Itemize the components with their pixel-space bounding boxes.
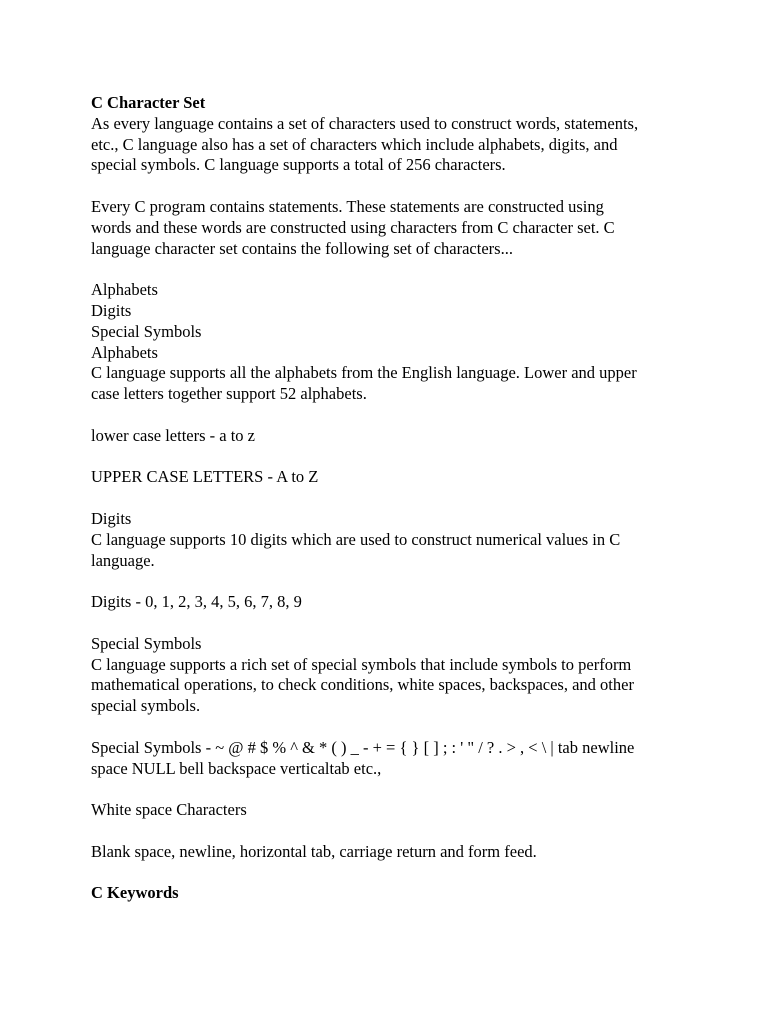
list-item: Alphabets: [91, 280, 158, 300]
spacer: [91, 779, 691, 800]
text-line: language.: [91, 550, 155, 570]
spacer: [91, 405, 691, 426]
whitespace-heading: White space Characters: [91, 800, 247, 820]
list-item: Digits: [91, 300, 132, 320]
text-line: special symbols.: [91, 696, 201, 716]
keywords-heading: C Keywords: [91, 883, 179, 903]
text-line: Every C program contains statements. These statements are constructed using: [91, 196, 604, 216]
special-symbols-paragraph: [91, 655, 691, 717]
text-line: Special Symbols - ~ @ # $ % ^ & * ( ) _ - + = { } [ ] ; : ' " / ? . > , < \ | tab newline: [91, 737, 635, 757]
text-line: case letters together support 52 alphabets.: [91, 384, 367, 404]
intro-paragraph: [91, 114, 691, 176]
special-symbols-list: [91, 738, 691, 780]
text-line: C language supports a rich set of special symbols that include symbols to perform: [91, 654, 632, 674]
section-title: C Character Set: [91, 93, 206, 112]
character-set-list: [91, 280, 691, 342]
lowercase-line: lower case letters - a to z: [91, 425, 256, 445]
spacer: [91, 862, 691, 883]
alphabets-paragraph: [91, 363, 691, 405]
document-page: [91, 93, 691, 904]
spacer: [91, 447, 691, 468]
text-line: special symbols. C language supports a total of 256 characters.: [91, 155, 506, 175]
spacer: [91, 821, 691, 842]
alphabets-heading: Alphabets: [91, 342, 158, 362]
text-line: space NULL bell backspace verticaltab etc.,: [91, 758, 382, 778]
text-line: language character set contains the following set of characters...: [91, 238, 513, 258]
text-line: As every language contains a set of characters used to construct words, statements,: [91, 113, 639, 133]
text-line: etc., C language also has a set of characters which include alphabets, digits, and: [91, 134, 618, 154]
list-item: Special Symbols: [91, 321, 202, 341]
text-line: mathematical operations, to check conditions, white spaces, backspaces, and other: [91, 675, 634, 695]
digits-paragraph: [91, 530, 691, 572]
digits-list-line: Digits - 0, 1, 2, 3, 4, 5, 6, 7, 8, 9: [91, 592, 302, 612]
spacer: [91, 613, 691, 634]
whitespace-list-line: Blank space, newline, horizontal tab, carriage return and form feed.: [91, 841, 537, 861]
spacer: [91, 717, 691, 738]
spacer: [91, 571, 691, 592]
text-line: C language supports 10 digits which are used to construct numerical values in C: [91, 529, 621, 549]
uppercase-line: UPPER CASE LETTERS - A to Z: [91, 467, 319, 487]
spacer: [91, 259, 691, 280]
statements-paragraph: [91, 197, 691, 259]
spacer: [91, 176, 691, 197]
digits-heading: Digits: [91, 508, 132, 528]
text-line: words and these words are constructed using characters from C character set. C: [91, 217, 615, 237]
spacer: [91, 488, 691, 509]
special-symbols-heading: Special Symbols: [91, 633, 202, 653]
text-line: C language supports all the alphabets from the English language. Lower and upper: [91, 363, 637, 383]
